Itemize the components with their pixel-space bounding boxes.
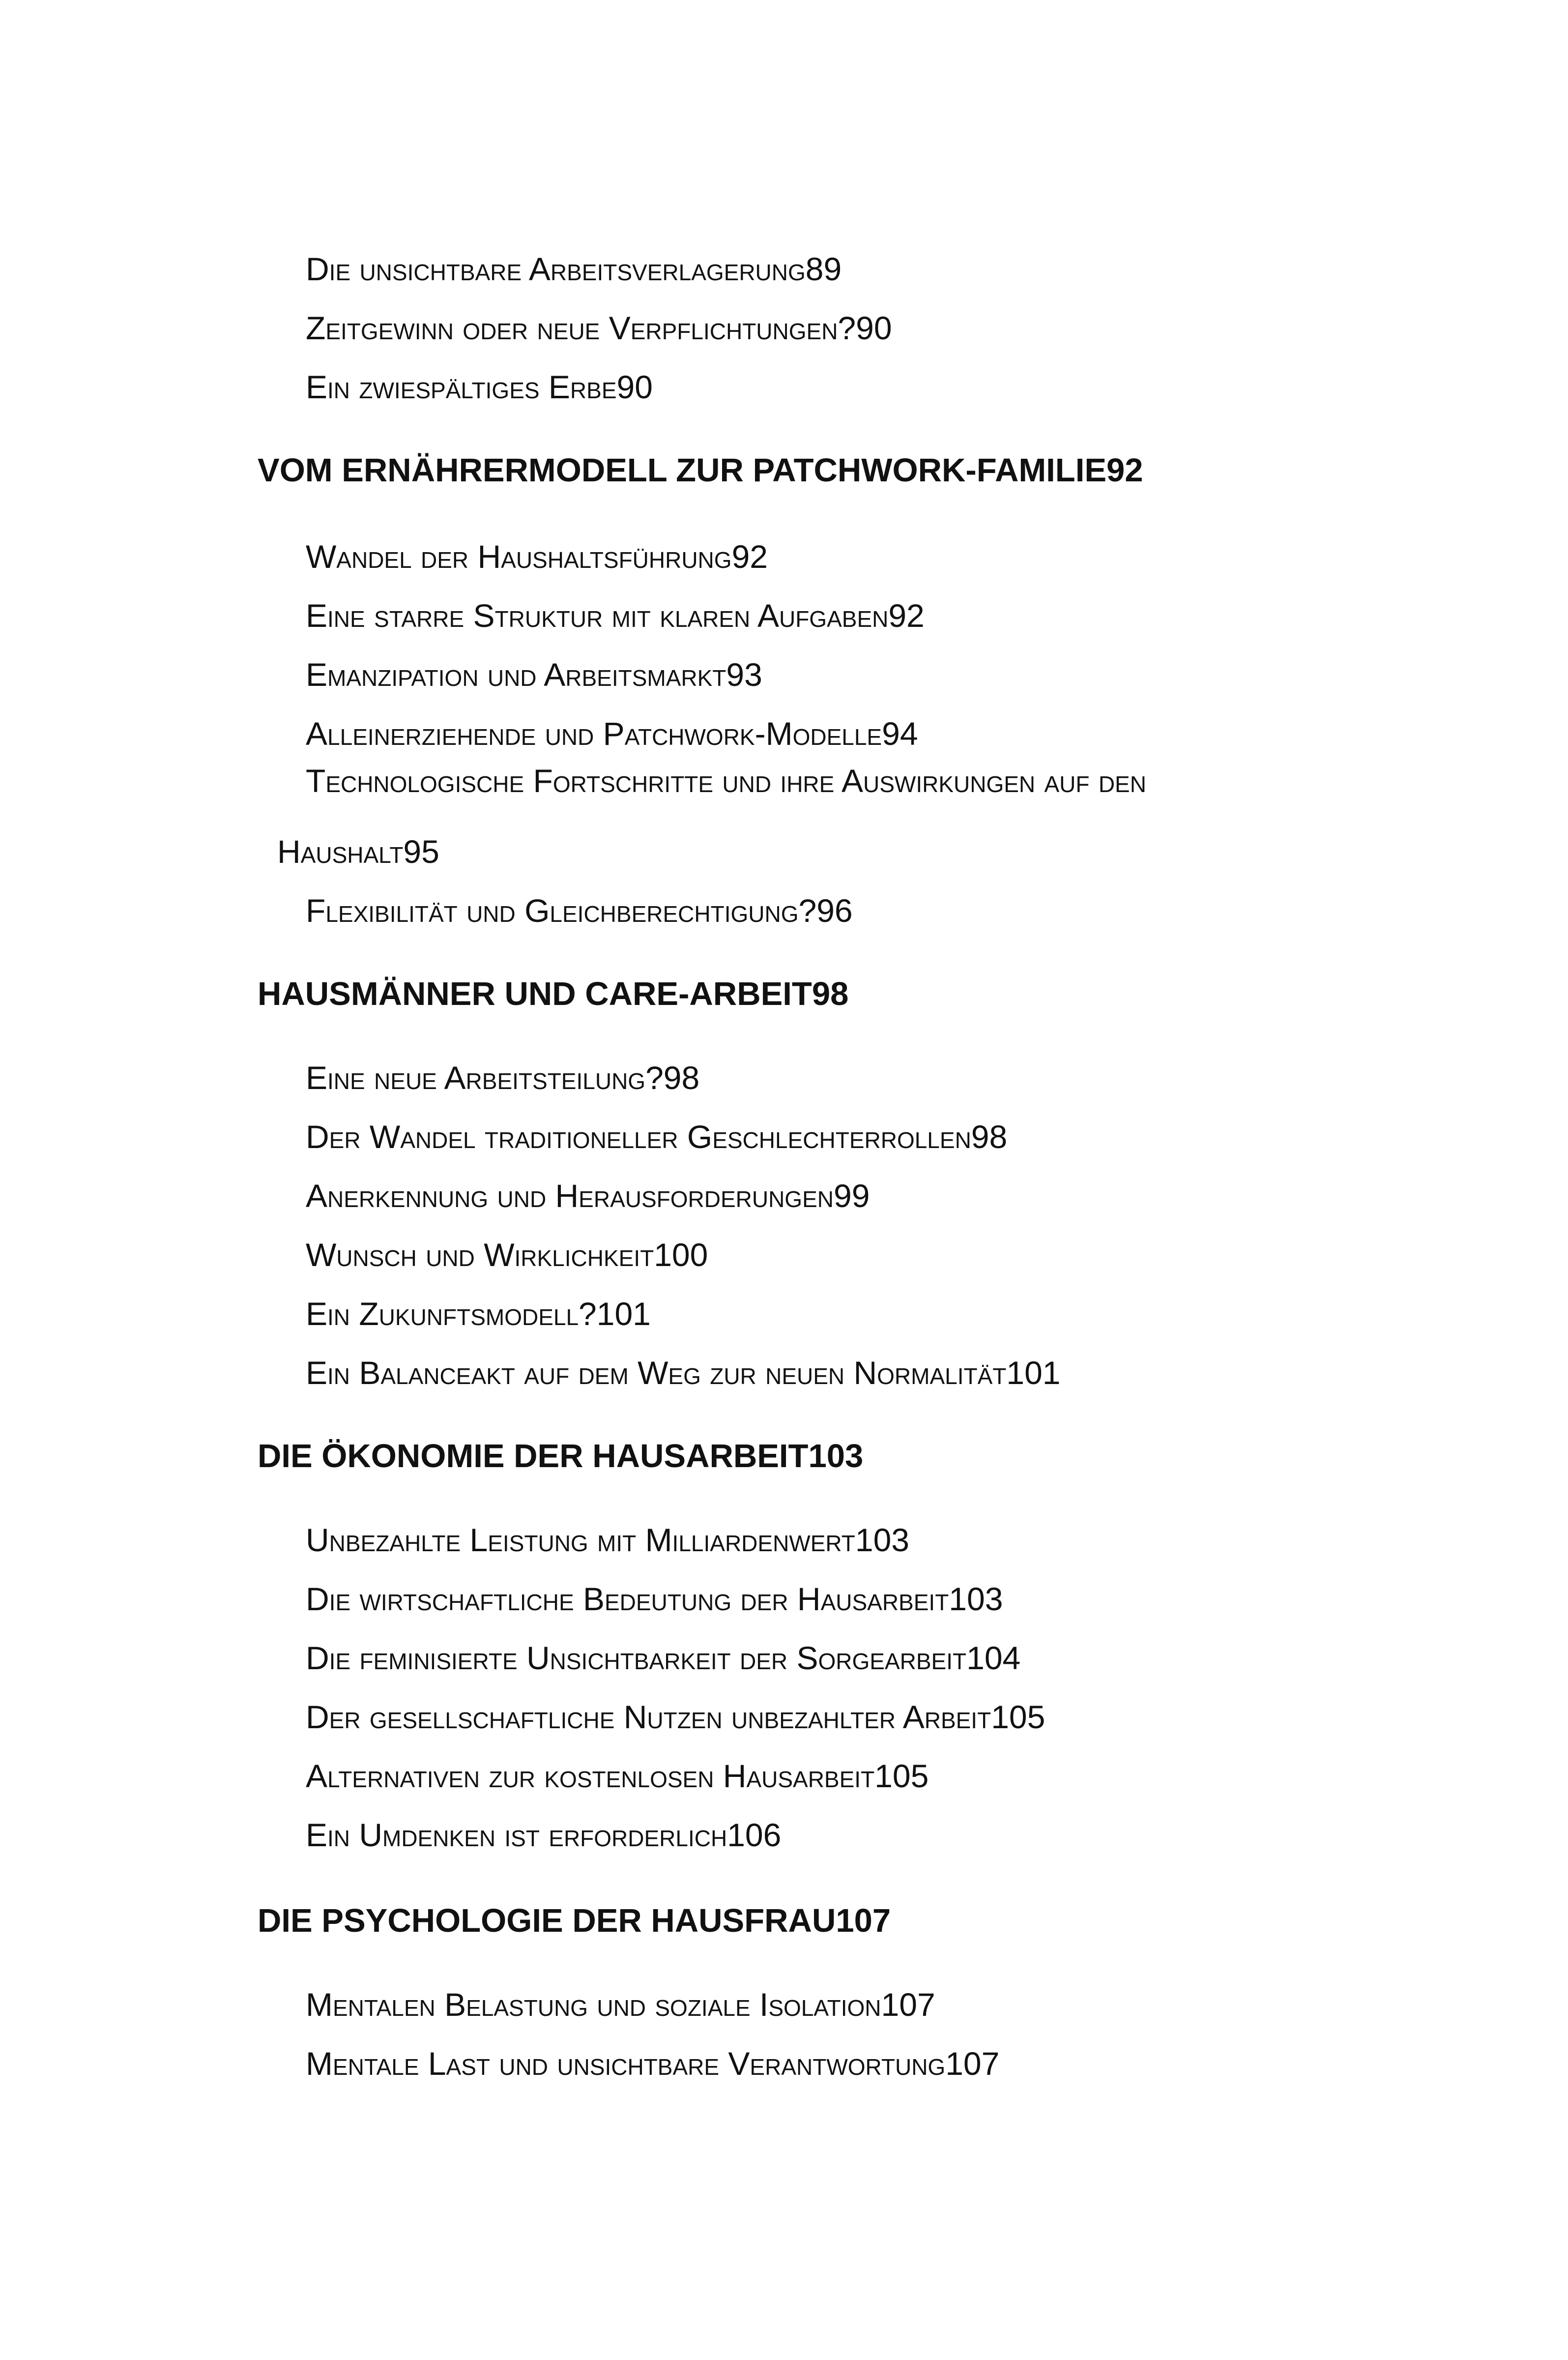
toc-entry-title: Eine starre Struktur mit klaren Aufgaben <box>306 597 889 634</box>
toc-chapter <box>258 1883 1375 1937</box>
toc-entry-title: Ein Balanceakt auf dem Weg zur neuen Normalität <box>306 1355 1007 1391</box>
toc-entry-title: Unbezahlte Leistung mit Milliardenwert <box>306 1522 855 1558</box>
toc-entry <box>306 1217 1375 1271</box>
toc-entry <box>306 1040 1375 1094</box>
toc-entry-title-line1: Technologische Fortschritte und ihre Auswirkungen auf den <box>306 763 1146 799</box>
toc-entry-page: 107 <box>945 2045 1000 2082</box>
toc-entry-page: 103 <box>949 1581 1003 1617</box>
toc-chapter <box>258 433 1375 487</box>
toc-entry-page: 101 <box>596 1296 651 1332</box>
toc-entry <box>306 873 1375 927</box>
toc-entry-page: 98 <box>971 1119 1008 1155</box>
toc-chapter-page: 98 <box>812 975 849 1012</box>
toc-entry <box>306 1276 1375 1330</box>
toc-entry-page: 89 <box>805 251 842 287</box>
toc-entry-title: Wunsch und Wirklichkeit <box>306 1237 654 1273</box>
toc-entry-title: Die unsichtbare Arbeitsverlagerung <box>306 251 806 287</box>
toc-entry-page: 103 <box>855 1522 910 1558</box>
toc-entry <box>306 578 1375 632</box>
toc-entry <box>306 1099 1375 1153</box>
toc-chapter-page: 107 <box>836 1902 891 1939</box>
toc-entry <box>306 349 1375 403</box>
toc-entry-page: 105 <box>874 1758 929 1794</box>
toc-chapter-title: VOM ERNÄHRERMODELL ZUR PATCHWORK-FAMILIE <box>258 452 1107 489</box>
toc-entry-page: 93 <box>726 656 762 693</box>
toc-entry <box>306 1738 1375 1792</box>
toc-entry-page: 107 <box>881 1986 935 2023</box>
toc-chapter-title: HAUSMÄNNER UND CARE-ARBEIT <box>258 975 812 1012</box>
toc-chapter-page: 92 <box>1106 452 1143 489</box>
toc-entry-title-line2: Haushalt <box>277 833 404 870</box>
toc-entry-title: Mentalen Belastung und soziale Isolation <box>306 1986 881 2023</box>
toc-entry <box>277 814 1375 868</box>
toc-chapter-page: 103 <box>808 1438 864 1475</box>
toc-entry-title: Der gesellschaftliche Nutzen unbezahlter Arbeit <box>306 1699 991 1735</box>
toc-entry <box>306 1967 1375 2021</box>
toc-chapter <box>258 1418 1375 1473</box>
toc-entry-title: Mentale Last und unsichtbare Verantwortung <box>306 2045 946 2082</box>
toc-entry-page: 99 <box>834 1178 870 1214</box>
toc-entry <box>306 696 1375 750</box>
toc-entry-title: Ein zwiespältiges Erbe <box>306 369 617 405</box>
toc-entry-title: Zeitgewinn oder neue Verpflichtungen? <box>306 310 856 346</box>
toc-entry <box>306 1502 1375 1556</box>
toc-entry-title: Flexibilität und Gleichberechtigung? <box>306 892 817 929</box>
toc-entry-page: 104 <box>966 1640 1021 1676</box>
toc-entry <box>306 1561 1375 1615</box>
toc-entry-title: Die feminisierte Unsichtbarkeit der Sorgearbeit <box>306 1640 967 1676</box>
toc-entry <box>306 637 1375 691</box>
toc-entry <box>306 290 1375 344</box>
toc-entry-title: Der Wandel traditioneller Geschlechterrollen <box>306 1119 971 1155</box>
toc-chapter <box>258 956 1375 1010</box>
toc-entry-page: 92 <box>888 597 925 634</box>
toc-entry <box>306 1620 1375 1674</box>
toc-entry <box>306 519 1375 573</box>
toc-entry <box>306 231 1375 285</box>
toc-entry-page: 92 <box>731 538 768 575</box>
toc-entry-page: 98 <box>663 1060 700 1096</box>
toc-entry-title: Eine neue Arbeitsteilung? <box>306 1060 664 1096</box>
toc-entry-page: 106 <box>727 1817 782 1853</box>
toc-entry-title: Wandel der Haushaltsführung <box>306 538 732 575</box>
toc-entry-title: Emanzipation und Arbeitsmarkt <box>306 656 726 693</box>
toc-chapter-title: DIE ÖKONOMIE DER HAUSARBEIT <box>258 1438 809 1475</box>
toc-entry-page: 90 <box>616 369 653 405</box>
toc-entry-page: 105 <box>991 1699 1045 1735</box>
toc-entry-title: Die wirtschaftliche Bedeutung der Hausarbeit <box>306 1581 949 1617</box>
toc-entry <box>306 1335 1375 1389</box>
toc-entry-title: Alleinerziehende und Patchwork-Modelle <box>306 715 882 752</box>
toc-entry <box>306 1679 1375 1733</box>
toc-entry-page: 95 <box>403 833 439 870</box>
toc-entry <box>306 1797 1375 1851</box>
toc-entry-page: 100 <box>654 1237 708 1273</box>
toc-entry-page: 96 <box>816 892 853 929</box>
toc-entry-title: Alternativen zur kostenlosen Hausarbeit <box>306 1758 875 1794</box>
toc-entry-title: Ein Umdenken ist erforderlich <box>306 1817 727 1853</box>
toc-entry-page: 94 <box>882 715 918 752</box>
toc-chapter-title: DIE PSYCHOLOGIE DER HAUSFRAU <box>258 1902 836 1939</box>
toc-entry-page: 101 <box>1006 1355 1061 1391</box>
toc-entry-title: Anerkennung und Herausforderungen <box>306 1178 834 1214</box>
toc-entry-title: Ein Zukunftsmodell? <box>306 1296 597 1332</box>
toc-entry <box>306 2026 1375 2080</box>
toc-entry <box>306 1158 1375 1212</box>
toc-entry-page: 90 <box>856 310 892 346</box>
